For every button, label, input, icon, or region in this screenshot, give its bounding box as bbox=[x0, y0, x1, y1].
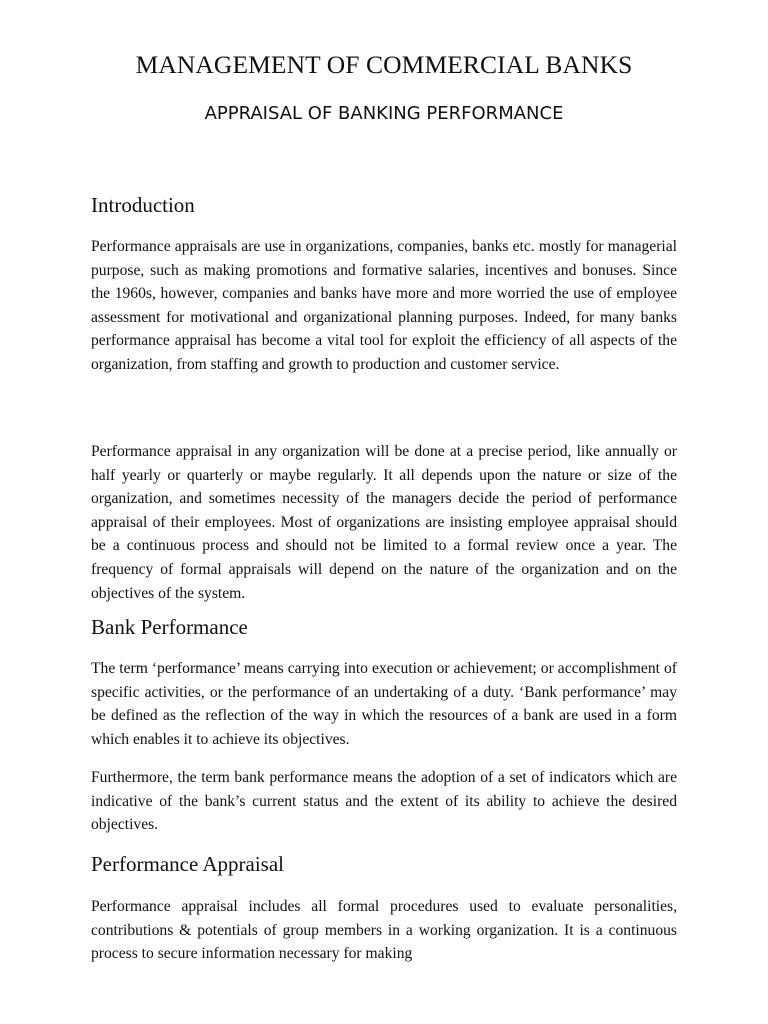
paragraph-bank-performance-1: The term ‘performance’ means carrying into execution or achievement; or accomplishment of specific activities, or the performance of an undertaking of a duty. ‘Bank performance’ may be defined as the reflection of the way in which the resources of a bank are used in a form which enables it to achieve its objectives. bbox=[91, 660, 677, 748]
section-heading-introduction: Introduction bbox=[91, 193, 195, 217]
section-heading-bank-performance: Bank Performance bbox=[91, 615, 248, 639]
paragraph-introduction-1: Performance appraisals are use in organizations, companies, banks etc. mostly for managerial purpose, such as making promotions and formative salaries, incentives and bonuses. Since the 1960s, however, companies and banks have more and more worried the use of employee assessment for motivational and organizational planning purposes. Indeed, for many banks performance appraisal has become a vital tool for exploit the efficiency of all aspects of the organization, from staffing and growth to production and customer service. bbox=[91, 238, 677, 373]
section-heading-performance-appraisal: Performance Appraisal bbox=[91, 852, 285, 876]
paragraph-bank-performance-2: Furthermore, the term bank performance means the adoption of a set of indicators which are indicative of the bank’s current status and the extent of its ability to achieve the desired objectives. bbox=[91, 769, 677, 834]
document-title: MANAGEMENT OF COMMERCIAL BANKS bbox=[135, 50, 633, 79]
document-subtitle: APPRAISAL OF BANKING PERFORMANCE bbox=[204, 103, 564, 124]
paragraph-introduction-2: Performance appraisal in any organization will be done at a precise period, like annually or half yearly or quarterly or maybe regularly. It all depends upon the nature or size of the organization, and sometimes necessity of the managers decide the period of performance appraisal of their employees. Most of organizations are insisting employee appraisal should be a continuous process and should not be limited to a formal review once a year. The frequency of formal appraisals will depend on the nature of the organization and on the objectives of the system. bbox=[91, 443, 677, 602]
paragraph-performance-appraisal-1: Performance appraisal includes all formal procedures used to evaluate personalities, contributions & potentials of group members in a working organization. It is a continuous process to secure information necessary for making bbox=[91, 898, 677, 963]
